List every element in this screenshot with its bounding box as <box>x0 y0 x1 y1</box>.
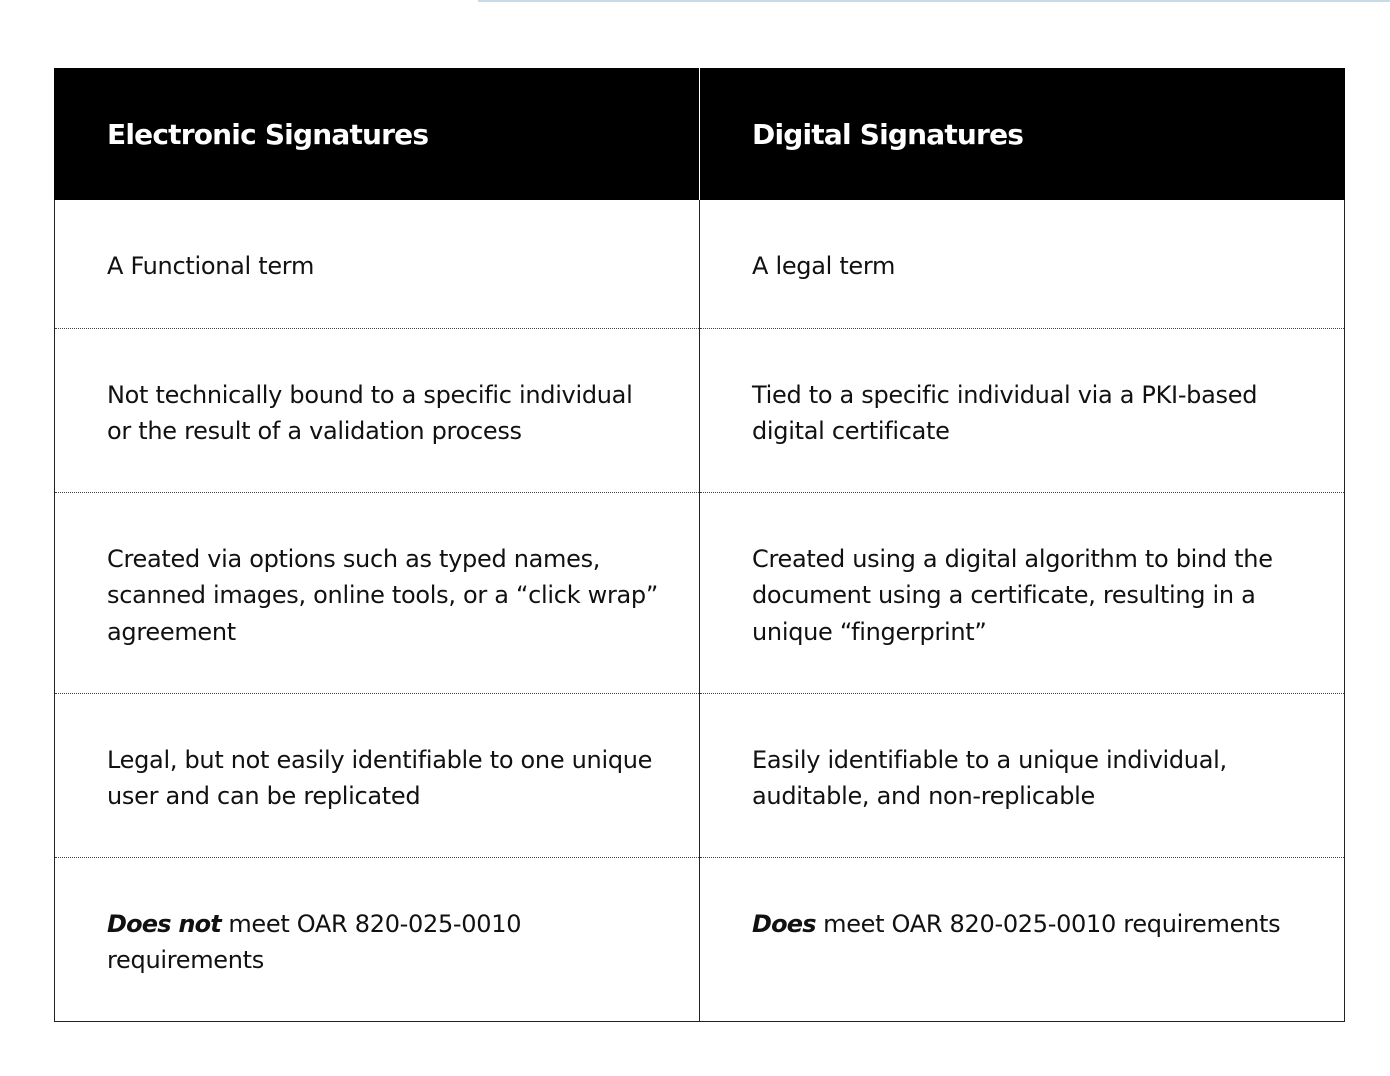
signature-comparison-table <box>54 68 1345 1022</box>
table-row <box>55 492 1345 693</box>
digital-requirements-text: meet OAR 820-025-0010 requirements <box>815 909 1281 938</box>
digital-requirements-emphasis: Does <box>752 909 816 938</box>
digital-cell-requirements <box>700 857 1345 1021</box>
table-row <box>55 693 1345 857</box>
electronic-requirements-text: meet OAR 820-025-0010 requirements <box>107 909 522 974</box>
digital-cell-term: A legal term <box>700 200 1345 328</box>
electronic-cell-term: A Functional term <box>55 200 700 328</box>
electronic-requirements-emphasis: Does not <box>107 909 221 938</box>
digital-cell-binding: Tied to a specific individual via a PKI-based digital certificate <box>700 328 1345 492</box>
electronic-cell-identifiability: Legal, but not easily identifiable to one unique user and can be replicated <box>55 693 700 857</box>
top-divider-line <box>478 0 1390 2</box>
table-row <box>55 857 1345 1021</box>
electronic-cell-requirements <box>55 857 700 1021</box>
header-electronic-signatures: Electronic Signatures <box>55 68 700 200</box>
table-header-row <box>55 68 1345 200</box>
table-row <box>55 328 1345 492</box>
digital-cell-creation: Created using a digital algorithm to bind the document using a certificate, resulting in a unique “fingerprint” <box>700 492 1345 693</box>
electronic-cell-binding: Not technically bound to a specific individual or the result of a validation process <box>55 328 700 492</box>
electronic-cell-creation: Created via options such as typed names, scanned images, online tools, or a “click wrap” agreement <box>55 492 700 693</box>
digital-cell-identifiability: Easily identifiable to a unique individual, auditable, and non-replicable <box>700 693 1345 857</box>
table-row <box>55 200 1345 328</box>
header-digital-signatures: Digital Signatures <box>700 68 1345 200</box>
